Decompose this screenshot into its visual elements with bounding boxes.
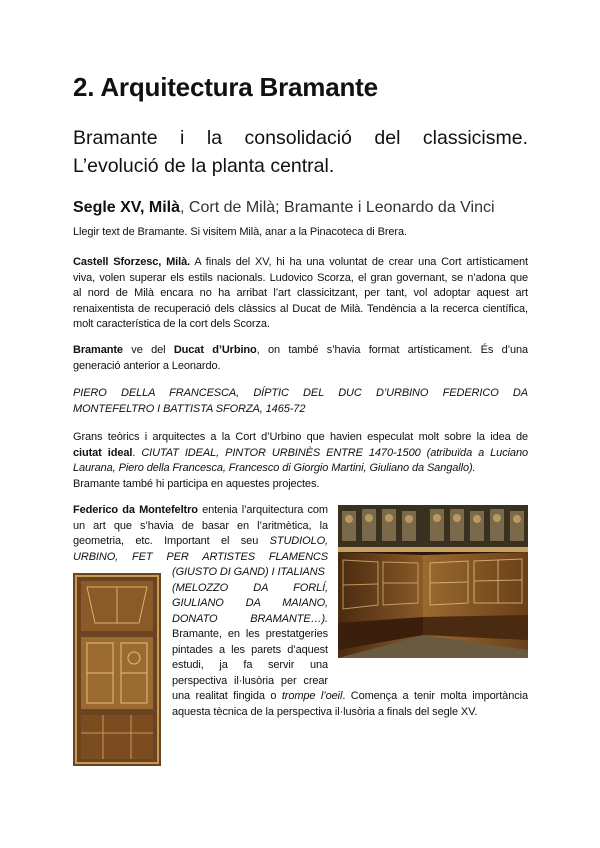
paragraph-federico-montefeltro: Federico da Montefeltro entenia l’arquitectura com un art que s’havia de basar en l’aritmètica, la geometria, etc. Important el seu STUDIOLO, URBINO, FET PER ARTISTES FLAMENCS	[73, 504, 328, 563]
section-heading-bold: Segle XV, Milà	[73, 199, 181, 216]
paragraph-ciutat-ideal: Grans teòrics i arquitectes a la Cort d’Urbino que havien especulat molt sobre la idea de ciutat ideal. CIUTAT IDEAL, PINTOR URBINÈS ENTRE 1470-1500 (atribuïda a Luciano Laurana, Piero della Francesca, Francesco di Giorgio Martini, Giuliano da Sangallo). Bramante també hi participa en aquestes projectes.	[73, 431, 528, 490]
paragraph-bramante-urbino: Bramante ve del Ducat d’Urbino, on també s’havia format artísticament. És d’una generació anterior a Leonardo.	[73, 344, 529, 372]
studiolo-interior-photo	[338, 505, 528, 658]
section-heading-rest: , Cort de Milà; Bramante i Leonardo da Vinci	[180, 199, 495, 216]
studiolo-intarsia-door-photo	[73, 573, 161, 766]
subtitle: Bramante i la consolidació del classicisme. L’evolució de la planta central.	[73, 127, 528, 177]
paragraph-piero-diptic: PIERO DELLA FRANCESCA, DÍPTIC DEL DUC D’URBINO FEDERICO DA MONTEFELTRO I BATTISTA SFORZA, 1465-72	[73, 387, 528, 415]
paragraph-castell-sforzesc: Castell Sforzesc, Milà. A finals del XV, hi ha una voluntat de crear una Cort artísticament viva, volen superar els estils nacionals. Ludovico Scorza, el gran governant, se n’adona que al nord de Milà encara no ha arribat l’art classicitzant, per tant, vol adoptar aquest art renaixentista de recuperació dels clàssics al Ducat de Milà. Tendència a la recerca científica, molt característica de la cort dels Scorza.	[73, 256, 528, 330]
paragraph-federico-continued: (GIUSTO DI GAND) I ITALIANS (MELOZZO DA FORLÍ, GIULIANO DA MAIANO, DONATO BRAMANTE…). Bramante, en les prestatgeries pintades a les parets d’aquest estudi, ja fa servir una perspectiva il·lusòria per crear	[172, 566, 328, 687]
paragraph-trompe-loeil: una realitat fingida o trompe l’oeil. Comença a tenir molta importància aquesta tècnica de la perspectiva il·lusòria a finals del segle XV.	[172, 690, 528, 718]
section-heading	[73, 199, 533, 217]
castell-sforzesc-lead: Castell Sforzesc, Milà.	[73, 256, 191, 268]
paragraph-reading-note: Llegir text de Bramante. Si visitem Milà, anar a la Pinacoteca di Brera.	[73, 226, 407, 238]
page-title: 2. Arquitectura Bramante	[73, 72, 378, 102]
